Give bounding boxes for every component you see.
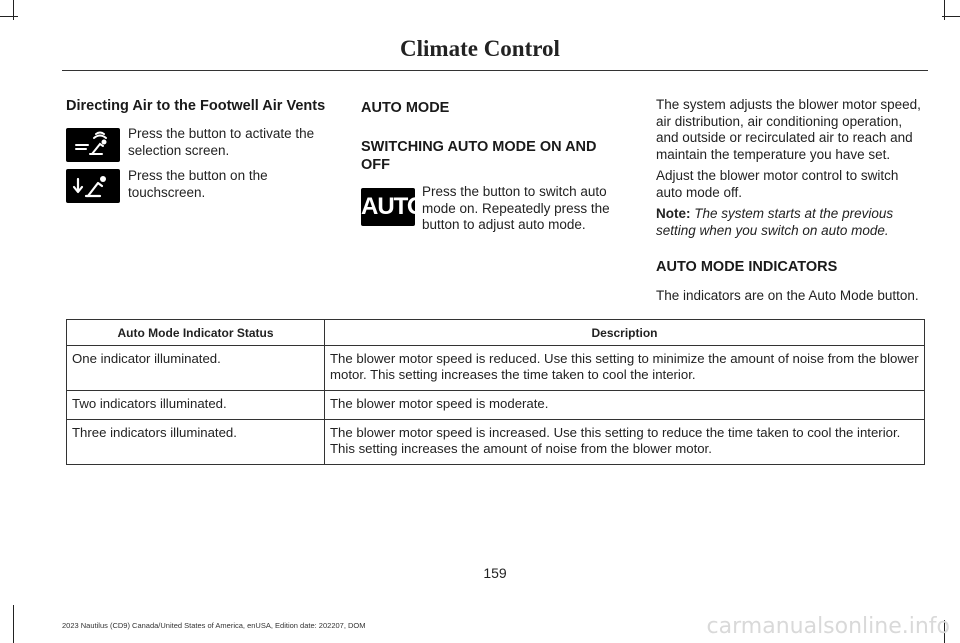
auto-mode-instructions: Press the button to switch auto mode on. Repeatedly press the button to adjust auto mode. xyxy=(422,184,610,232)
column-header: Auto Mode Indicator Status xyxy=(67,320,325,346)
table-cell-status: Two indicators illuminated. xyxy=(67,391,325,420)
climate-seat-airflow-icon xyxy=(66,128,120,162)
crop-mark xyxy=(13,0,14,20)
table-cell-description: The blower motor speed is reduced. Use this setting to minimize the amount of noise from the blower motor. This setting increases the time taken to cool the interior. xyxy=(325,346,925,391)
crop-mark xyxy=(942,16,960,17)
table-cell-status: One indicator illuminated. xyxy=(67,346,325,391)
watermark: carmanualsonline.info xyxy=(706,614,950,639)
auto-button-icon xyxy=(361,188,425,226)
table-cell-status: Three indicators illuminated. xyxy=(67,420,325,465)
table-cell-description: The blower motor speed is moderate. xyxy=(325,391,925,420)
table-row xyxy=(67,420,925,465)
footwell-step1: Press the button to activate the selection screen. xyxy=(128,126,315,158)
footwell-step2: Press the button on the touchscreen. xyxy=(128,168,268,200)
system-description: The system adjusts the blower motor speed, air distribution, air conditioning operation, and outside or recirculated air to reach and maintain the temperature you have set. xyxy=(656,97,921,162)
page-number: 159 xyxy=(483,565,507,581)
footwell-heading: Directing Air to the Footwell Air Vents xyxy=(66,98,326,114)
table-header-row xyxy=(67,320,925,346)
crop-mark xyxy=(13,605,14,643)
column-header: Description xyxy=(325,320,925,346)
header-rule xyxy=(62,70,928,71)
note xyxy=(656,206,926,239)
indicators-heading: AUTO MODE INDICATORS xyxy=(656,259,838,275)
table-cell-description: The blower motor speed is increased. Use this setting to reduce the time taken to cool the interior. This setting increases the amount of noise from the blower motor. xyxy=(325,420,925,465)
crop-mark xyxy=(944,0,945,20)
auto-mode-heading: AUTO MODE xyxy=(361,100,450,116)
page-title: Climate Control xyxy=(400,36,560,61)
crop-mark xyxy=(0,16,18,17)
note-text: The system starts at the previous setting when you switch on auto mode. xyxy=(656,206,894,238)
auto-mode-indicator-table xyxy=(66,319,925,465)
edition-footer: 2023 Nautilus (CD9) Canada/United States of America, enUSA, Edition date: 202207, DOM xyxy=(62,621,366,630)
table-row xyxy=(67,391,925,420)
auto-mode-subheading: SWITCHING AUTO MODE ON AND OFF xyxy=(361,139,597,173)
note-label: Note: xyxy=(656,206,691,221)
indicators-text: The indicators are on the Auto Mode button. xyxy=(656,288,919,303)
auto-icon-label: AUTO xyxy=(361,193,425,220)
footwell-vent-icon xyxy=(66,169,120,203)
switch-off-instruction: Adjust the blower motor control to switch auto mode off. xyxy=(656,168,899,200)
table-row xyxy=(67,346,925,391)
